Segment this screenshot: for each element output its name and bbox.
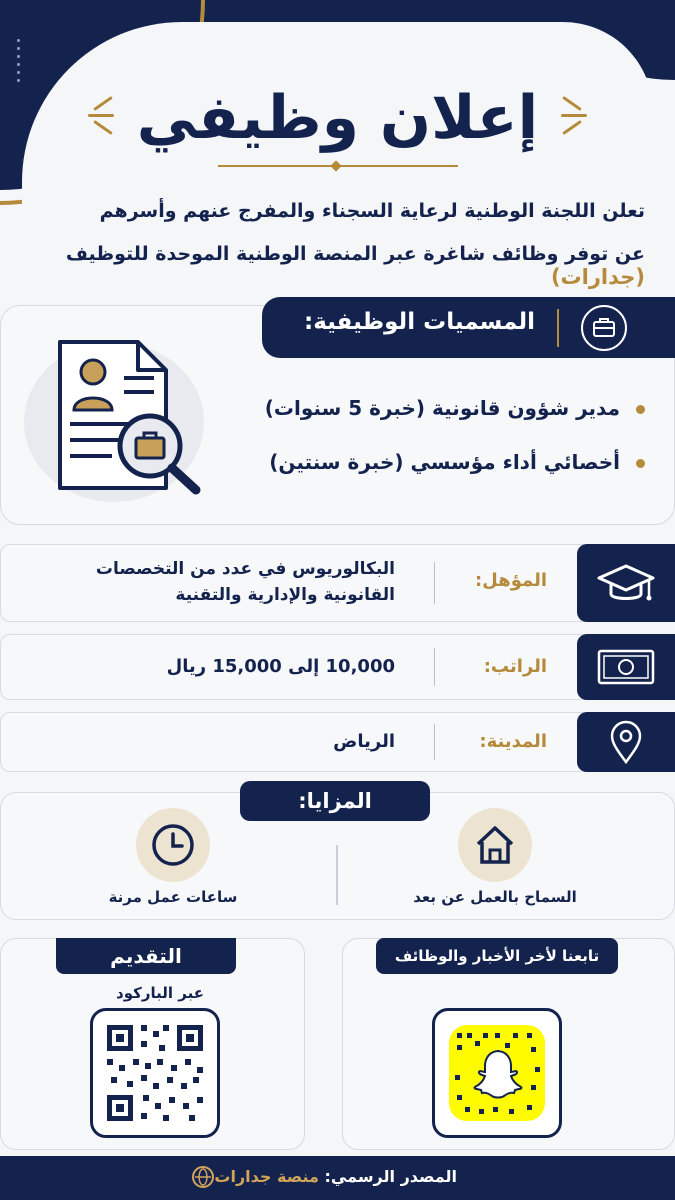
benefit-remote-label: السماح بالعمل عن بعد bbox=[413, 888, 577, 906]
apply-qr-frame[interactable] bbox=[90, 1008, 220, 1138]
intro-line-2-text: عن توفر وظائف شاغرة عبر المنصة الوطنية الموحدة للتوظيف bbox=[65, 243, 645, 265]
graduation-cap-icon bbox=[577, 544, 675, 622]
follow-heading: تابعنا لأخر الأخبار والوظائف bbox=[394, 947, 600, 965]
page-title: إعلان وظيفي bbox=[136, 83, 539, 153]
city-value: الرياض bbox=[333, 731, 395, 752]
benefits-header bbox=[240, 781, 430, 821]
bullet bbox=[636, 405, 645, 414]
row-divider bbox=[434, 648, 436, 686]
benefits-divider bbox=[336, 845, 338, 905]
bullet bbox=[636, 459, 645, 468]
clock-icon bbox=[136, 808, 210, 882]
decorative-dots bbox=[6, 34, 20, 82]
footer-bar bbox=[0, 1156, 675, 1200]
resume-search-icon bbox=[50, 338, 210, 503]
qualification-value bbox=[96, 556, 395, 608]
qr-code-icon bbox=[93, 1011, 217, 1135]
row-divider bbox=[434, 724, 436, 760]
globe-icon bbox=[192, 1166, 214, 1188]
job-titles-heading: المسميات الوظيفية: bbox=[304, 309, 535, 335]
salary-label: الراتب: bbox=[483, 656, 547, 677]
job-item-label: أخصائي أداء مؤسسي (خبرة سنتين) bbox=[269, 450, 620, 474]
salary-value: 10,000 إلى 15,000 ريال bbox=[166, 656, 395, 677]
footer-text bbox=[214, 1167, 457, 1186]
header-divider bbox=[557, 309, 559, 347]
apply-header bbox=[56, 938, 236, 974]
benefit-flexible-label: ساعات عمل مرنة bbox=[108, 888, 238, 906]
job-item-1 bbox=[265, 396, 645, 420]
location-pin-icon bbox=[577, 712, 675, 772]
apply-heading: التقديم bbox=[110, 944, 182, 968]
money-icon bbox=[577, 634, 675, 700]
snapchat-qr-icon bbox=[435, 1011, 559, 1135]
city-label: المدينة: bbox=[479, 731, 547, 752]
snapchat-qr-frame[interactable] bbox=[432, 1008, 562, 1138]
job-item-2 bbox=[269, 450, 645, 474]
title-block bbox=[0, 78, 675, 158]
intro-line-2 bbox=[30, 243, 645, 289]
footer-source[interactable]: منصة جدارات bbox=[214, 1167, 319, 1186]
follow-header bbox=[376, 938, 618, 974]
job-item-label: مدير شؤون قانونية (خبرة 5 سنوات) bbox=[264, 396, 620, 420]
job-titles-header bbox=[262, 297, 675, 358]
qualification-label: المؤهل: bbox=[474, 570, 547, 591]
benefits-heading: المزايا: bbox=[298, 789, 372, 813]
qualification-line-2: القانونية والإدارية والتقنية bbox=[175, 585, 395, 605]
row-divider bbox=[434, 562, 436, 604]
briefcase-icon bbox=[581, 305, 627, 351]
qualification-line-1: البكالوريوس في عدد من التخصصات bbox=[95, 559, 395, 579]
intro-highlight: (جدارات) bbox=[550, 265, 645, 289]
title-divider bbox=[218, 165, 458, 167]
intro-line-1: تعلن اللجنة الوطنية لرعاية السجناء والمفرج عنهم وأسرهم bbox=[99, 200, 645, 222]
house-icon bbox=[458, 808, 532, 882]
footer-prefix: المصدر الرسمي: bbox=[324, 1167, 457, 1186]
apply-subtitle: عبر الباركود bbox=[116, 984, 204, 1002]
